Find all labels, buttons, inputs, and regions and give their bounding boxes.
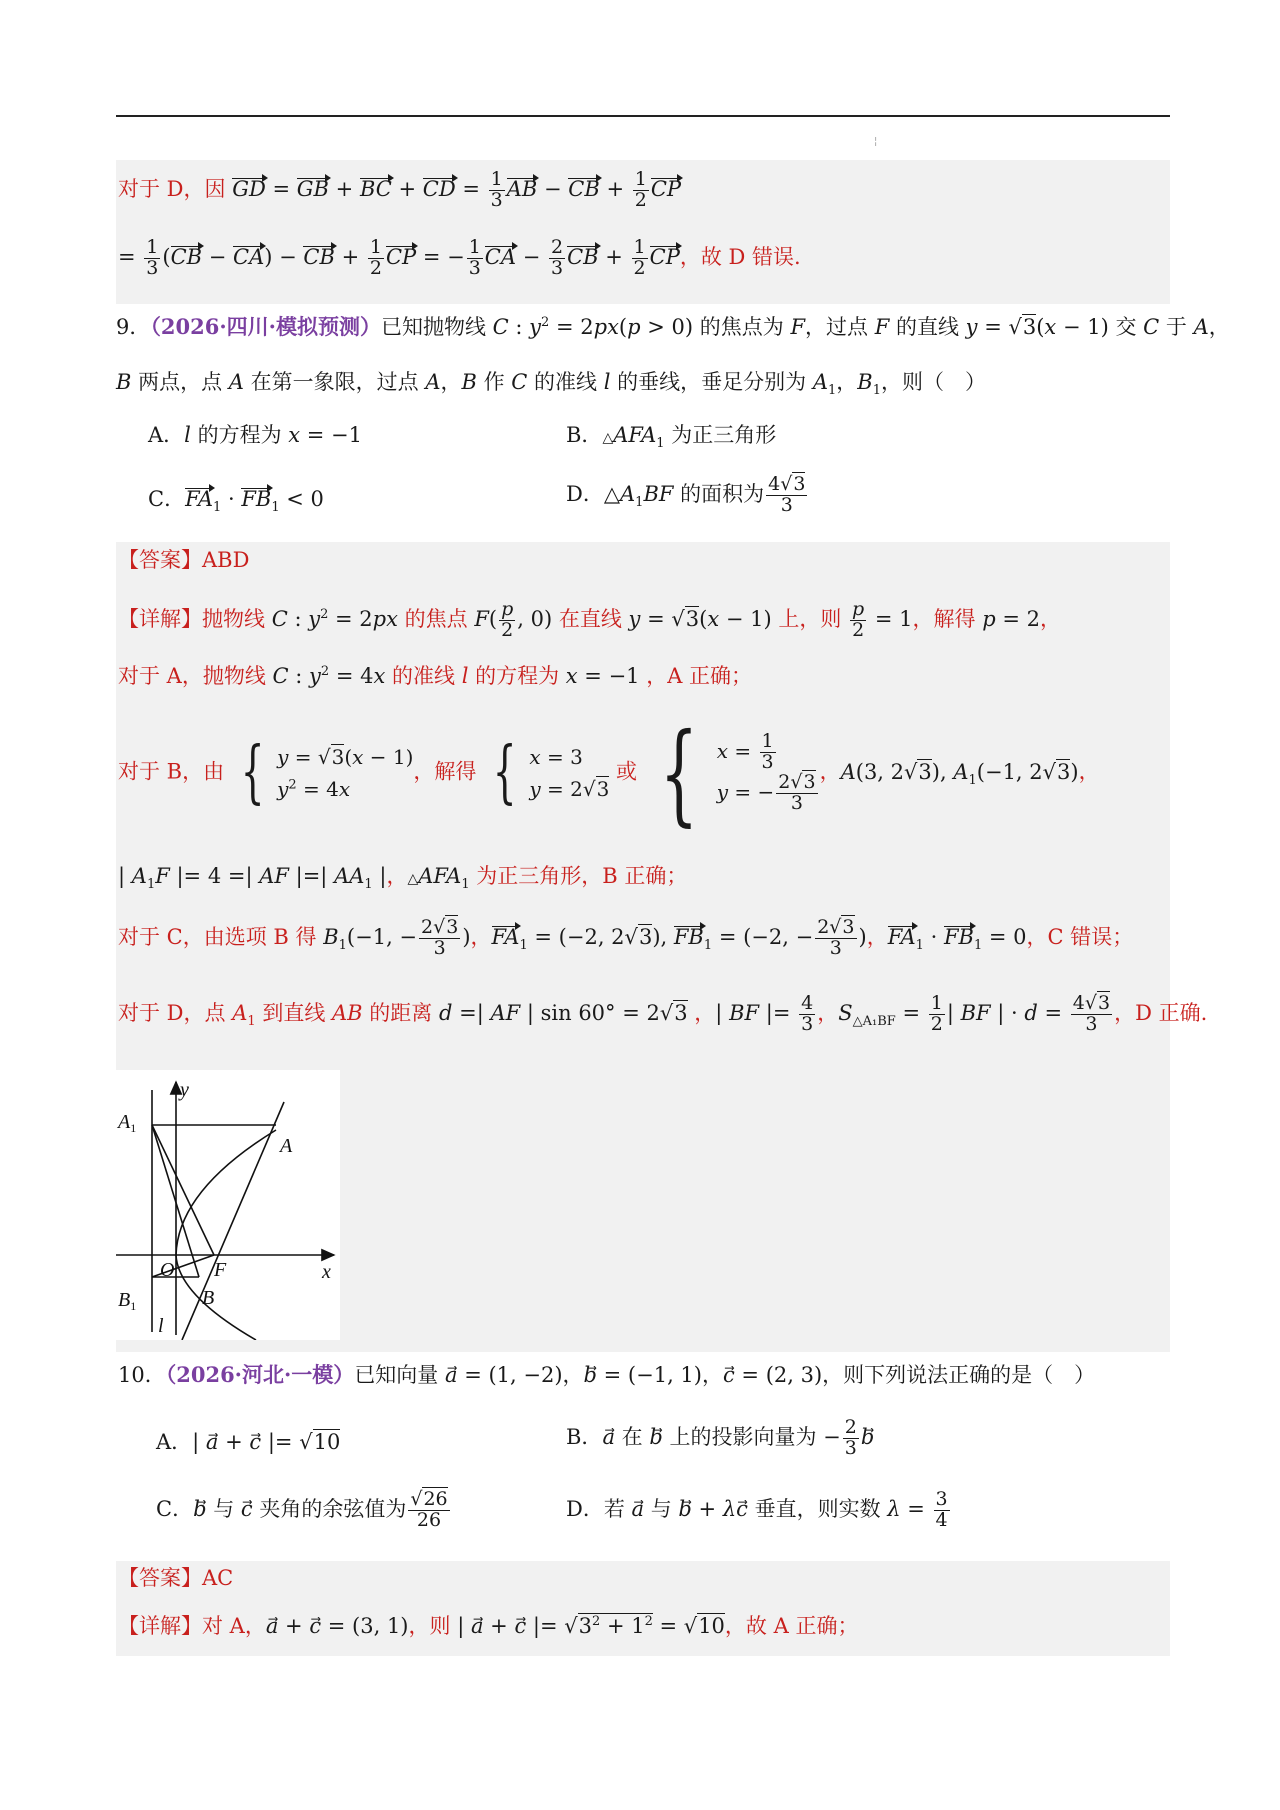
label-a1: $A_1$ xyxy=(118,1111,137,1135)
q9-source: （2026·四川·模拟预测） xyxy=(150,314,381,339)
label-f: F xyxy=(214,1259,227,1281)
q10-option-b[interactable]: B．a⃗ 在 b⃗ 上的投影向量为 − $\frac{2}{3}$ b xyxy=(566,1416,875,1459)
q10-detail-a: 【详解】对 A，a⃗ + c⃗ = (3, 1)，则 | a⃗ + c⃗ |= $√3^2 + 1^2 = √10$，故 A 正确； xyxy=(118,1614,859,1638)
label-y: y xyxy=(180,1079,189,1101)
label-b: B xyxy=(202,1287,215,1309)
q9-number: 9． xyxy=(116,315,151,339)
q10-stem: 10．（2026·河北·一模）已知向量 a⃗ = (1, −2)，b⃗ = (−1, 1)，c⃗ = (2, 3)，则下列说法正确的是（ ） xyxy=(118,1362,1096,1387)
label-a: A xyxy=(280,1135,293,1157)
q9-detail-b1: 对于 B，由 { y = √3(x − 1) $y^2 = 4x$ ，解得 { x = 3 y = 2√3 或 { x = $\frac{1}{3}$ y = − $\frac{2√3}{3}$ ，A(3, 2√3), $A_1(-1$, 2√3)， xyxy=(118,709,1100,837)
q9-option-d[interactable]: D．$\triangle A_1BF$ 的面积为 $\frac{4√3}{3}$ xyxy=(566,473,806,516)
q9-answer: 【答案】ABD xyxy=(118,548,250,572)
q9-option-b[interactable]: B．$\triangle AFA_1$ 为正三角形 xyxy=(566,423,777,452)
parabola-diagram xyxy=(116,1070,340,1340)
q10-option-a[interactable]: A．| a⃗ + c⃗ |= √10 xyxy=(156,1430,341,1454)
q10-source: （2026·河北·一模） xyxy=(165,1362,355,1387)
q9-stem-line1: 9．（2026·四川·模拟预测）已知抛物线 C : $y^2 = 2px(p > 0)$ 的焦点为 F，过点 F 的直线 y = √3(x − 1) 交 C 于 A， xyxy=(116,314,1230,339)
prev-solution-line2: = $\frac{1}{3}$ (CB − CA) − CB + $\frac{1}{2}$ CP = − $\frac{1}{3}$ CA − $\frac{2}{3}$ CB + $\frac{1}{2}$ CP，故 D 错误. xyxy=(118,236,801,279)
q9-detail-b2: | $A_1F$ |= 4 =| AF |=| $AA_1$ |，$\triangle AFA_1$ 为正三角形，B 正确； xyxy=(118,864,688,893)
q9-detail-a: 对于 A，抛物线 C : $y^2 = 4x$ 的准线 l 的方程为 x = −1 ，A 正确； xyxy=(118,664,753,688)
header-rule xyxy=(116,115,1170,117)
label-x: x xyxy=(322,1261,331,1283)
prev-solution-line1: 对于 D，因 GD = GB + BC + CD = $\frac{1}{3}$ AB − CB + $\frac{1}{2}$ CP xyxy=(118,168,682,211)
q9-option-a[interactable]: A．l 的方程为 x = −1 xyxy=(148,423,362,447)
q9-figure xyxy=(116,1070,340,1340)
a1f-segment xyxy=(152,1125,214,1255)
label-l: l xyxy=(158,1315,164,1337)
page-mark: ¦ xyxy=(874,136,878,147)
label-b1: $B_1$ xyxy=(118,1289,137,1313)
q9-stem-line2: B 两点，点 A 在第一象限，过点 A，B 作 C 的准线 l 的垂线，垂足分别为 $A_1$，$B_1$，则（ ） xyxy=(116,370,986,399)
q9-detail-c: 对于 C，由选项 B 得 $B_1(-1$, − $\frac{2√3}{3}$ )，$FA_1 = (-2$, 2√3), $FB_1 = (-2$, − $\frac{2√3}{3}$ )，$FA_1 \cdot FB_1 = 0$，C 错误； xyxy=(118,916,1134,959)
parabola-curve xyxy=(176,1130,276,1340)
label-o: O xyxy=(160,1259,175,1281)
q10-option-d[interactable]: D．若 a⃗ 与 b⃗ + λc⃗ 垂直，则实数 λ = $\frac{3}{4}$ xyxy=(566,1488,948,1531)
q10-number: 10． xyxy=(118,1363,166,1387)
q10-solution-band xyxy=(116,1561,1170,1656)
q9-option-c[interactable]: C．$FA_1 \cdot FB_1 < 0$ xyxy=(148,487,324,516)
q9-detail-1: 【详解】抛物线 C : $y^2 = 2px$ 的焦点 F( $\frac{p}{2}$ , 0) 在直线 y = √3(x − 1) 上，则 $\frac{p}{2}$ = 1，解得 p = 2， xyxy=(118,598,1061,641)
q10-answer: 【答案】AC xyxy=(118,1566,234,1590)
q9-detail-d: 对于 D，点 $A_1$ 到直线 AB 的距离 d =| AF | sin 60° = 2√3 ，| BF |= $\frac{4}{3}$ ，$S_{\triangle A_1BF}$ = $\frac{1}{2}$ | BF | · d = $\frac{4√3}{3}$ ，D 正确. xyxy=(118,992,1208,1035)
q10-option-c[interactable]: C．b⃗ 与 c⃗ 夹角的余弦值为 $\frac{√26}{26}$ xyxy=(156,1488,448,1531)
